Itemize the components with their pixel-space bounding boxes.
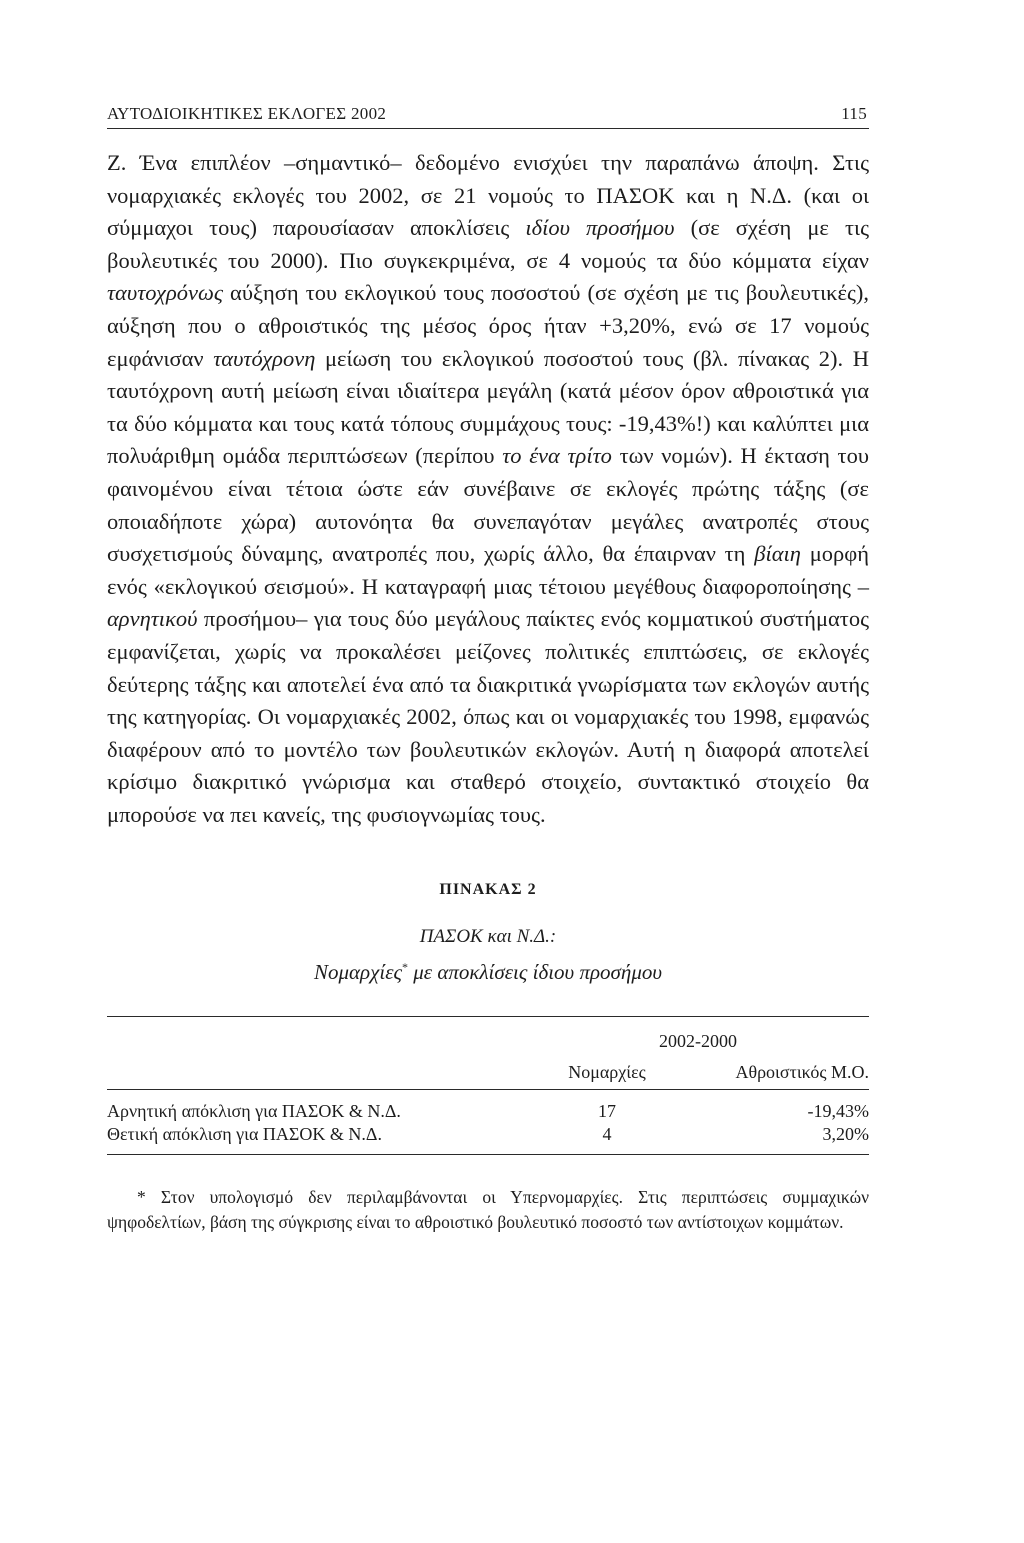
table-heading: ΠΙΝΑΚΑΣ 2 bbox=[439, 881, 537, 899]
table-row bbox=[107, 1123, 869, 1154]
row-average: 3,20% bbox=[822, 1124, 869, 1145]
footnote-marker: * bbox=[402, 960, 409, 975]
table-subtitle-line1: ΠΑΣΟΚ και Ν.Δ.: bbox=[419, 926, 557, 948]
column-header-average: Αθροιστικός Μ.Ο. bbox=[735, 1062, 869, 1083]
page-number: 115 bbox=[841, 104, 867, 123]
row-count: 4 bbox=[602, 1124, 612, 1145]
row-label: Θετική απόκλιση για ΠΑΣΟΚ & Ν.Δ. bbox=[107, 1124, 382, 1145]
table-period-row bbox=[107, 1017, 869, 1052]
column-header-nomarchies: Νομαρχίες bbox=[568, 1062, 646, 1083]
row-average: -19,43% bbox=[807, 1101, 869, 1122]
footnote: * Στον υπολογισμό δεν περιλαμβάνονται οι Υπερνομαρχίες. Στις περιπτώσεις συμμαχικών ψηφοδελτίων, βάση της σύγκρισης είναι το αθροιστικό βουλευτικό ποσοστό των αντίστοιχων κομμάτων. bbox=[107, 1187, 869, 1233]
book-page bbox=[107, 104, 869, 1235]
paragraph-z: Ζ. Ένα επιπλέον –σημαντικό– δεδομένο ενισχύει την παραπάνω άποψη. Στις νομαρχιακές εκλογές του 2002, σε 21 νομούς το ΠΑΣΟΚ και η Ν.Δ. (και οι σύμμαχοι τους) παρουσίασαν αποκλίσεις ιδίου προσήμου (σε σχέση με τις βουλευτικές του 2000). Πιο συγκεκριμένα, σε 4 νομούς τα δύο κόμματα είχαν ταυτοχρόνως αύξηση του εκλογικού τους ποσοστού (σε σχέση με τις βουλευτικές), αύξηση που ο αθροιστικός της μέσος όρος ήταν +3,20%, ενώ σε 17 νομούς εμφάνισαν ταυτόχρονη μείωση του εκλογικού ποσοστού τους (βλ. πίνακας 2). Η ταυτόχρονη αυτή μείωση είναι ιδιαίτερα μεγάλη (κατά μέσον όρον αθροιστικά για τα δύο κόμματα και τους κατά τόπους συμμάχους τους: -19,43%!) και καλύπτει μια πολυάριθμη ομάδα περιπτώσεων (περίπου το ένα τρίτο των νομών). Η έκταση του φαινομένου είναι τέτοια ώστε εάν συνέβαινε σε εκλογές πρώτης τάξης (σε οποιαδήποτε χώρα) αυτονόητα θα συνεπαγόταν μεγάλες ανατροπές στους συσχετισμούς δύναμης, ανατροπές που, χωρίς άλλο, θα έπαιρναν τη βίαιη μορφή ενός «εκλογικού σεισμού». Η καταγραφή μιας τέτοιου μεγέθους διαφοροποίησης –αρνητικού προσήμου– για τους δύο μεγάλους παίκτες ενός κομματικού συστήματος εμφανίζεται, χωρίς να προκαλέσει μείζονες πολιτικές επιπτώσεις, σε εκλογές δεύτερης τάξης και αποτελεί ένα από τα διακριτικά γνωρίσματα των εκλογών αυτής της κατηγορίας. Οι νομαρχιακές 2002, όπως και οι νομαρχιακές του 1998, εμφανώς διαφέρουν από το μοντέλο των βουλευτικών εκλογών. Αυτή η διαφορά αποτελεί κρίσιμο διακριτικό γνώρισμα και σταθερό στοιχείο, συντακτικό στοιχείο θα μπορούσε να πει κανείς, της φυσιογνωμίας τους. bbox=[107, 150, 870, 827]
running-head-title: ΑΥΤΟΔΙΟΙΚΗΤΙΚΕΣ ΕΚΛΟΓΕΣ 2002 bbox=[107, 104, 387, 123]
row-label: Αρνητική απόκλιση για ΠΑΣΟΚ & Ν.Δ. bbox=[107, 1101, 401, 1122]
table-row bbox=[107, 1090, 869, 1123]
table-header-row bbox=[107, 1052, 869, 1090]
table-subtitle bbox=[107, 923, 869, 986]
body-paragraph bbox=[107, 147, 869, 831]
table-subtitle-line2: Νομαρχίες* με αποκλίσεις ίδιου προσήμου bbox=[313, 960, 662, 985]
row-count: 17 bbox=[598, 1101, 616, 1122]
table-block bbox=[107, 881, 869, 1235]
data-table bbox=[107, 1016, 869, 1155]
table-period: 2002-2000 bbox=[659, 1031, 737, 1052]
running-head bbox=[107, 104, 869, 129]
